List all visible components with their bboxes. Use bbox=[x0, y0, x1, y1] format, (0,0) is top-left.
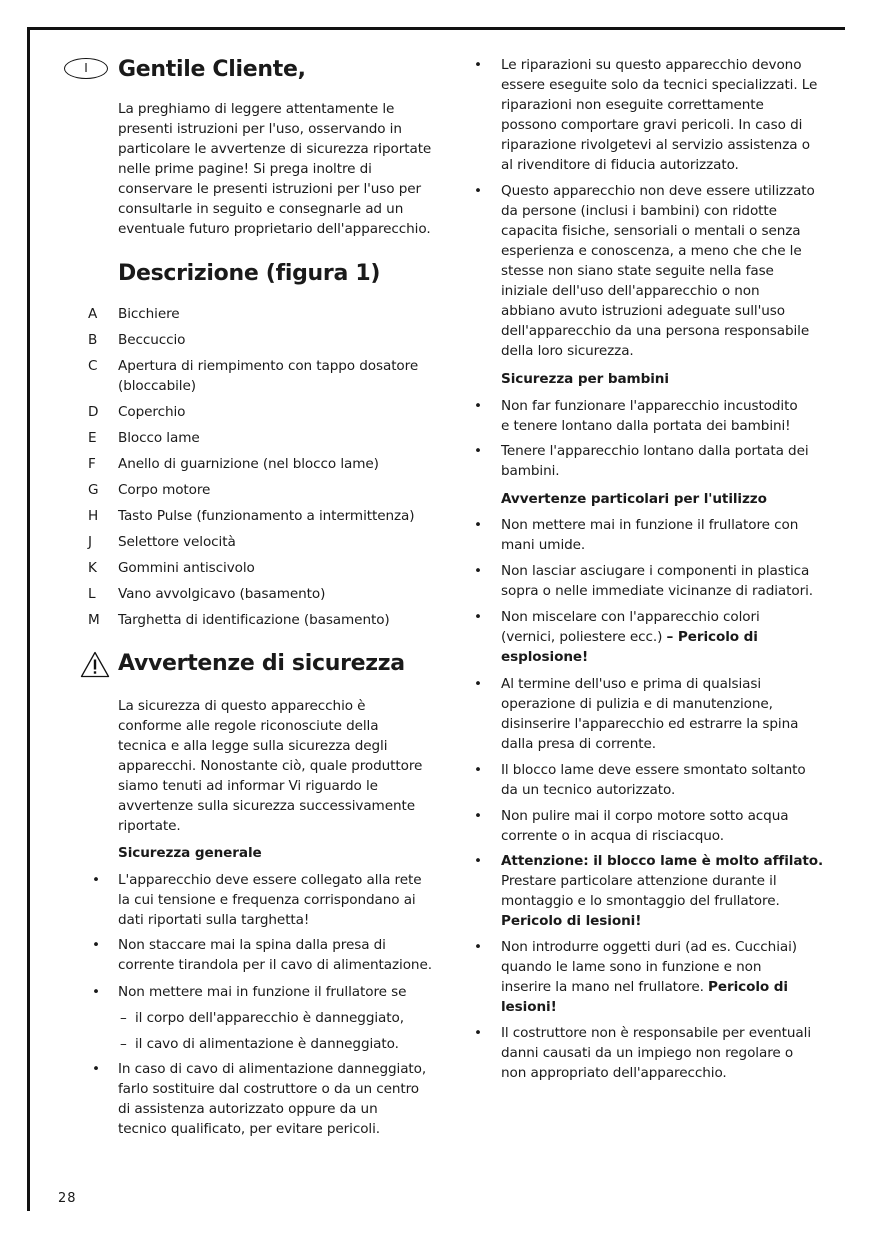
bullet-list-item bbox=[501, 441, 809, 481]
item-text: Non far funzionare l'apparecchio incustodito e tenere lontano dalla portata dei bambini! bbox=[501, 398, 798, 434]
page-number: 28 bbox=[58, 1191, 77, 1206]
item-text: Il blocco lame deve essere smontato soltanto da un tecnico autorizzato. bbox=[501, 762, 806, 798]
warning-triangle-icon bbox=[80, 651, 110, 678]
paragraph: La sicurezza di questo apparecchio è conforme alle regole riconosciute della tecnica e alla legge sulla sicurezza degli apparecchi. Nonostante ciò, quale produttore siamo tenuti ad informar Vi riguardo le avvertenze sulla sicurezza successivamente riportate. bbox=[118, 698, 423, 834]
emphasis-text: Attenzione: il blocco lame è molto affilato. bbox=[501, 853, 824, 869]
item-text: Prestare particolare attenzione durante il montaggio e lo smontaggio del frullatore. bbox=[501, 873, 780, 909]
item-text: Non mettere mai in funzione il frullatore con mani umide. bbox=[501, 517, 799, 553]
bullet-marker: • bbox=[92, 1061, 100, 1077]
bullet-list-item bbox=[501, 851, 823, 931]
item-text: L'apparecchio deve essere collegato alla rete la cui tensione e frequenza corrispondano ai dati riportati sulla targhetta! bbox=[118, 872, 422, 928]
bullet-marker: • bbox=[92, 984, 100, 1000]
item-text: il cavo di alimentazione è danneggiato. bbox=[135, 1036, 399, 1052]
part-letter: E bbox=[88, 430, 97, 446]
item-text: Al termine dell'uso e prima di qualsiasi operazione di pulizia e di manutenzione, disinserire l'apparecchio ed estrarre la spina dalla presa di corrente. bbox=[501, 676, 799, 752]
item-text: Non lasciar asciugare i componenti in plastica sopra o nelle immediate vicinanze di radiatori. bbox=[501, 563, 813, 599]
part-description: Anello di guarnizione (nel blocco lame) bbox=[118, 456, 379, 472]
emphasis-text: Pericolo di lesioni! bbox=[501, 913, 642, 929]
bullet-marker: • bbox=[474, 808, 482, 824]
parts-list-item bbox=[118, 356, 418, 396]
bullet-marker: • bbox=[474, 676, 482, 692]
part-description: Targhetta di identificazione (basamento) bbox=[118, 612, 390, 628]
part-letter: B bbox=[88, 332, 98, 348]
bullet-marker: • bbox=[474, 609, 482, 625]
part-description: Bicchiere bbox=[118, 306, 180, 322]
section-heading: Gentile Cliente, bbox=[118, 57, 306, 82]
parts-list-item bbox=[118, 330, 185, 350]
part-letter: J bbox=[88, 534, 92, 550]
part-letter: C bbox=[88, 358, 98, 374]
bullet-marker: • bbox=[474, 443, 482, 459]
item-text: Non pulire mai il corpo motore sotto acqua corrente o in acqua di risciacquo. bbox=[501, 808, 789, 844]
parts-list-item bbox=[118, 558, 255, 578]
bullet-list-item bbox=[501, 806, 788, 846]
bullet-marker: • bbox=[474, 853, 482, 869]
parts-list-item bbox=[118, 584, 325, 604]
page-border-left bbox=[27, 27, 30, 1211]
dash-marker: – bbox=[120, 1036, 127, 1052]
bullet-marker: • bbox=[474, 57, 482, 73]
item-text: Le riparazioni su questo apparecchio devono essere eseguite solo da tecnici specializzati. Le riparazioni non eseguite correttamente possono comportare gravi pericoli. In caso di riparazione rivolgetevi al servizio assistenza o al rivenditore di fiducia autorizzato. bbox=[501, 57, 818, 173]
part-description: Coperchio bbox=[118, 404, 186, 420]
subsection-heading: Avvertenze particolari per l'utilizzo bbox=[501, 491, 767, 507]
part-letter: K bbox=[88, 560, 97, 576]
item-text: Tenere l'apparecchio lontano dalla portata dei bambini. bbox=[501, 443, 809, 479]
bullet-marker: • bbox=[92, 937, 100, 953]
bullet-list-item bbox=[501, 515, 798, 555]
parts-list-item bbox=[118, 532, 236, 552]
subsection-heading: Sicurezza generale bbox=[118, 845, 262, 861]
part-description: Beccuccio bbox=[118, 332, 186, 348]
bullet-marker: • bbox=[474, 183, 482, 199]
item-text: Non miscelare con l'apparecchio colori (vernici, poliestere ecc.) bbox=[501, 609, 760, 645]
dash-list-item bbox=[135, 1034, 399, 1054]
paragraph: La preghiamo di leggere attentamente le presenti istruzioni per l'uso, osservando in particolare le avvertenze di sicurezza riportate nelle prime pagine! Si prega inoltre di conservare le presenti istruzioni per l'uso per consultarle in seguito e consegnarle ad un eventuale futuro proprietario dell'apparecchio. bbox=[118, 101, 432, 237]
part-description: Vano avvolgicavo (basamento) bbox=[118, 586, 326, 602]
bullet-list-item bbox=[501, 760, 806, 800]
part-letter: A bbox=[88, 306, 98, 322]
bullet-list-item bbox=[501, 181, 815, 361]
bullet-list-item bbox=[118, 935, 432, 975]
dash-list-item bbox=[135, 1008, 404, 1028]
bullet-marker: • bbox=[474, 563, 482, 579]
bullet-list-item bbox=[118, 870, 421, 930]
bullet-list-item bbox=[501, 561, 813, 601]
item-text: il corpo dell'apparecchio è danneggiato, bbox=[135, 1010, 404, 1026]
parts-list-item bbox=[118, 610, 390, 630]
bullet-marker: • bbox=[92, 872, 100, 888]
subsection-heading: Sicurezza per bambini bbox=[501, 371, 669, 387]
parts-list-item bbox=[118, 454, 379, 474]
emphasis-text: Pericolo di lesioni! bbox=[501, 979, 788, 1015]
bullet-marker: • bbox=[474, 762, 482, 778]
part-description: Gommini antiscivolo bbox=[118, 560, 255, 576]
part-description: Selettore velocità bbox=[118, 534, 236, 550]
bullet-list-item bbox=[501, 674, 798, 754]
section-heading: Descrizione (figura 1) bbox=[118, 261, 381, 286]
part-description: Corpo motore bbox=[118, 482, 211, 498]
part-letter: D bbox=[88, 404, 99, 420]
part-description: Tasto Pulse (funzionamento a intermittenza) bbox=[118, 508, 415, 524]
bullet-list-item bbox=[501, 396, 798, 436]
bullet-list-item bbox=[501, 607, 760, 667]
section-heading: Avvertenze di sicurezza bbox=[118, 651, 405, 676]
item-text: Non introdurre oggetti duri (ad es. Cucchiai) quando le lame sono in funzione e non inserire la mano nel frullatore. bbox=[501, 939, 797, 995]
parts-list-item bbox=[118, 304, 180, 324]
item-text: In caso di cavo di alimentazione danneggiato, farlo sostituire dal costruttore o da un centro di assistenza autorizzato oppure da un tecnico qualificato, per evitare pericoli. bbox=[118, 1061, 427, 1137]
dash-marker: – bbox=[120, 1010, 127, 1026]
part-letter: H bbox=[88, 508, 99, 524]
bullet-list-item bbox=[118, 1059, 426, 1139]
emphasis-text: – Pericolo di esplosione! bbox=[501, 629, 758, 665]
language-badge: I bbox=[64, 58, 108, 79]
parts-list-item bbox=[118, 402, 185, 422]
bullet-list-item bbox=[501, 55, 817, 175]
part-letter: M bbox=[88, 612, 100, 628]
item-text: Questo apparecchio non deve essere utilizzato da persone (inclusi i bambini) con ridotte capacita fisiche, sensoriali o mentali o senza esperienza e conoscenza, a meno che che le stesse non siano state seguite nella fase iniziale dell'uso dell'apparecchio o non abbiano avuto istruzioni adeguate sull'uso dell'apparecchio da una persona responsabile della loro sicurezza. bbox=[501, 183, 815, 359]
bullet-marker: • bbox=[474, 398, 482, 414]
bullet-marker: • bbox=[474, 939, 482, 955]
parts-list-item bbox=[118, 506, 414, 526]
part-letter: G bbox=[88, 482, 99, 498]
bullet-marker: • bbox=[474, 1025, 482, 1041]
bullet-list-item bbox=[118, 982, 406, 1002]
bullet-list-item bbox=[501, 937, 797, 1017]
part-letter: F bbox=[88, 456, 96, 472]
part-description: Apertura di riempimento con tappo dosatore (bloccabile) bbox=[118, 358, 419, 394]
page-border-top bbox=[28, 27, 845, 30]
part-letter: L bbox=[88, 586, 96, 602]
bullet-list-item bbox=[501, 1023, 811, 1083]
parts-list-item bbox=[118, 480, 210, 500]
item-text: Il costruttore non è responsabile per eventuali danni causati da un impiego non regolare o non appropriato dell'apparecchio. bbox=[501, 1025, 812, 1081]
bullet-marker: • bbox=[474, 517, 482, 533]
parts-list-item bbox=[118, 428, 200, 448]
item-text: Non staccare mai la spina dalla presa di corrente tirandola per il cavo di alimentazione. bbox=[118, 937, 432, 973]
item-text: Non mettere mai in funzione il frullatore se bbox=[118, 984, 407, 1000]
part-description: Blocco lame bbox=[118, 430, 200, 446]
